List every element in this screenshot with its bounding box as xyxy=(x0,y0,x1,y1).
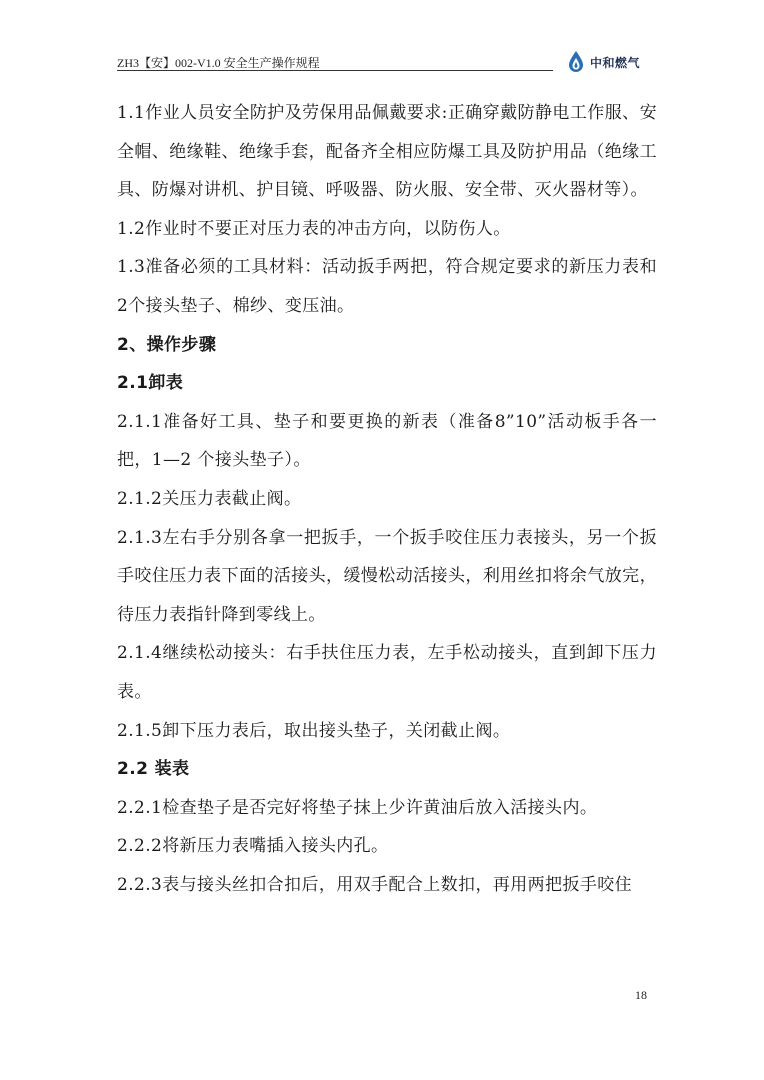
section-heading: 2.2 装表 xyxy=(117,759,190,780)
document-body xyxy=(117,94,657,904)
document-title: ZH3【安】002-V1.0 安全生产操作规程 xyxy=(117,56,320,70)
body-paragraph: 2.2.1检查垫子是否完好将垫子抹上少许黄油后放入活接头内。 xyxy=(117,797,598,818)
logo-wordmark: 中和燃气 xyxy=(590,55,641,70)
company-logo xyxy=(565,50,640,74)
body-paragraph: 2.1.5卸下压力表后，取出接头垫子，关闭截止阀。 xyxy=(117,720,511,741)
section-heading: 2、操作步骤 xyxy=(117,334,217,355)
flame-logo-icon xyxy=(565,50,587,74)
body-paragraph: 2.1.2关压力表截止阀。 xyxy=(117,488,302,509)
page-number: 18 xyxy=(635,988,647,1002)
body-paragraph: 2.2.2将新压力表嘴插入接头内孔。 xyxy=(117,836,389,857)
header-divider xyxy=(117,70,553,71)
body-paragraph: 2.1.4继续松动接头：右手扶住压力表，左手松动接头，直到卸下压力表。 xyxy=(117,643,657,702)
body-paragraph: 2.1.1准备好工具、垫子和要更换的新表（准备8”10”活动板手各一把，1—2 个接头垫子）。 xyxy=(117,411,657,471)
body-paragraph: 2.1.3左右手分别各拿一把扳手，一个扳手咬住压力表接头，另一个扳手咬住压力表下面的活接头，缓慢松动活接头，利用丝扣将余气放完，待压力表指针降到零线上。 xyxy=(117,527,657,625)
body-paragraph: 1.1作业人员安全防护及劳保用品佩戴要求:正确穿戴防静电工作服、安全帽、绝缘鞋、绝缘手套，配备齐全相应防爆工具及防护用品（绝缘工具、防爆对讲机、护目镜、呼吸器、防火服、安全带、灭火器材等）。 xyxy=(117,103,657,201)
body-paragraph: 1.2作业时不要正对压力表的冲击方向，以防伤人。 xyxy=(117,218,511,239)
section-heading: 2.1卸表 xyxy=(117,373,184,394)
body-paragraph: 2.2.3表与接头丝扣合扣后，用双手配合上数扣，再用两把扳手咬住 xyxy=(117,874,633,895)
body-paragraph: 1.3准备必须的工具材料：活动扳手两把，符合规定要求的新压力表和2个接头垫子、棉纱、变压油。 xyxy=(117,257,657,316)
page-header xyxy=(117,50,647,76)
